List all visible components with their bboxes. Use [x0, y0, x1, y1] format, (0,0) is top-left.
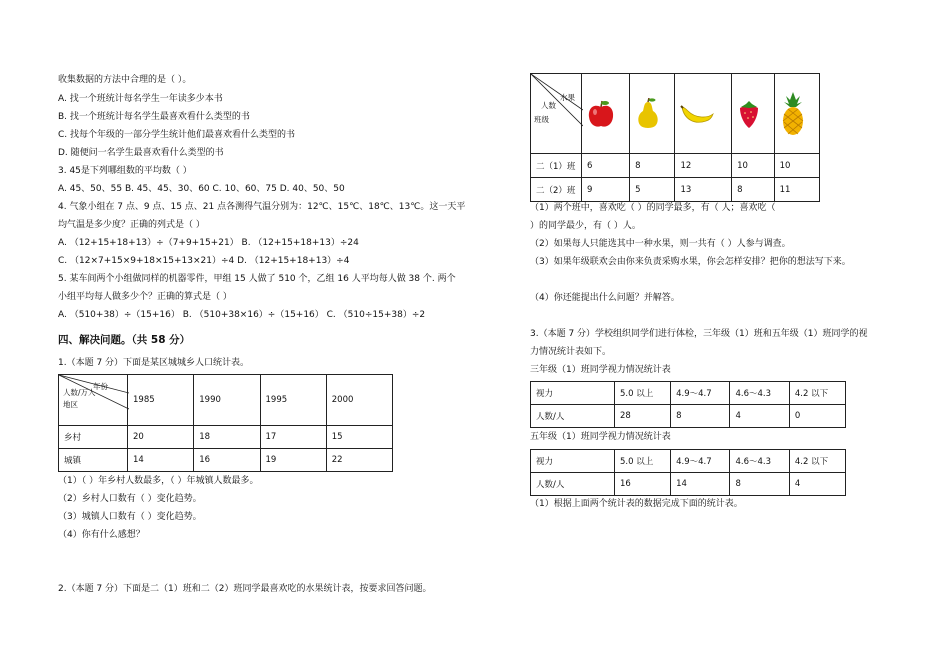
q2-sub-3: （3）如果年级联欢会由你来负责采购水果，你会怎样安排？把你的想法写下来。	[530, 257, 851, 267]
question-4-cont: 均气温是多少度？正确的列式是（ ）	[58, 220, 205, 230]
table-header: 4.9～4.7	[671, 450, 730, 473]
table-header: 5.0 以上	[615, 382, 671, 405]
table-header: 视力	[531, 450, 615, 473]
table5-title: 五年级（1）班同学视力情况统计表	[530, 432, 671, 442]
question-3-options: A. 45、50、55 B. 45、45、30、60 C. 10、60、75 D. 40、50、50	[58, 184, 345, 194]
q1-title: 1.（本题 7 分）下面是某区城城乡人口统计表。	[58, 358, 250, 368]
table-header: 4.2 以下	[789, 450, 845, 473]
table-cell: 9	[582, 178, 630, 202]
q1-sub-2: （2）乡村人口数有（ ）变化趋势。	[58, 494, 202, 504]
table-cell: 12	[675, 154, 732, 178]
diag-label-region: 地区	[63, 400, 78, 409]
q1-sub-4: （4）你有什么感想？	[58, 530, 145, 540]
year-header: 1985	[128, 375, 194, 426]
q3-title: 3.（本题 7 分）学校组织同学们进行体检，三年级（1）班和五年级（1）班同学的视	[530, 329, 868, 339]
table3-title: 三年级（1）班同学视力情况统计表	[530, 365, 671, 375]
year-header: 1995	[260, 375, 326, 426]
table-cell: 5	[630, 178, 675, 202]
row-label: 二（1）班	[531, 154, 582, 178]
table-row	[531, 178, 820, 202]
diagonal-header	[531, 74, 582, 154]
table-row	[59, 426, 393, 449]
table-cell: 10	[732, 154, 775, 178]
table-cell: 28	[615, 405, 671, 428]
table-cell: 4	[789, 473, 845, 496]
row-label: 城镇	[59, 449, 128, 472]
q1-sub-3: （3）城镇人口数有（ ）变化趋势。	[58, 512, 202, 522]
diagonal-header	[59, 375, 128, 426]
strawberry-icon	[732, 74, 775, 154]
diag-label-class: 班级	[534, 115, 549, 124]
table-cell: 11	[774, 178, 819, 202]
fruit-table	[530, 73, 820, 202]
table-cell: 8	[730, 473, 789, 496]
table-cell: 0	[789, 405, 845, 428]
question-5: 5. 某车间两个小组做同样的机器零件，甲组 15 人做了 510 个，乙组 16 人平均每人做 38 个. 两个	[58, 274, 456, 284]
question-5-options: A. （510+38）÷（15+16） B. （510+38×16）÷（15+16） C. （510÷15+38）÷2	[58, 310, 426, 320]
q2-sub-2: （2）如果每人只能选其中一种水果，则一共有（ ）人参与调查。	[530, 239, 791, 249]
table-row	[531, 405, 846, 428]
banana-icon	[675, 74, 732, 154]
q2-sub-4: （4）你还能提出什么问题？并解答。	[530, 293, 680, 303]
question-4: 4. 气象小组在 7 点、9 点、15 点、21 点各测得气温分别为：12℃、15℃、18℃、13℃。这一天平	[58, 202, 466, 212]
q3-title-cont: 力情况统计表如下。	[530, 347, 612, 357]
diag-label-year: 年份	[93, 382, 108, 391]
table-header: 4.6～4.3	[730, 450, 789, 473]
question-4-options-ab: A. （12+15+18+13）÷（7+9+15+21） B. （12+15+18+13）÷24	[58, 238, 359, 248]
table-cell: 8	[630, 154, 675, 178]
grade3-vision-table	[530, 381, 846, 428]
grade5-vision-table	[530, 449, 846, 496]
pineapple-icon	[774, 74, 819, 154]
table-header: 5.0 以上	[615, 450, 671, 473]
table-cell: 14	[128, 449, 194, 472]
pear-icon	[630, 74, 675, 154]
table-header: 4.9～4.7	[671, 382, 730, 405]
diag-label-fruit: 水果	[560, 93, 575, 102]
population-table	[58, 374, 393, 472]
q3-sub-1: （1）根据上面两个统计表的数据完成下面的统计表。	[530, 499, 743, 509]
question-stem: 收集数据的方法中合理的是（ ）。	[58, 75, 192, 85]
row-label: 二（2）班	[531, 178, 582, 202]
row-label: 人数/人	[531, 405, 615, 428]
year-header: 2000	[326, 375, 392, 426]
table-cell: 22	[326, 449, 392, 472]
table-header: 4.6～4.3	[730, 382, 789, 405]
row-label: 乡村	[59, 426, 128, 449]
diagonal-lines	[531, 74, 583, 154]
row-label: 人数/人	[531, 473, 615, 496]
table-cell: 8	[732, 178, 775, 202]
table-cell: 8	[671, 405, 730, 428]
question-3: 3. 45是下列哪组数的平均数（ ）	[58, 166, 192, 176]
table-cell: 17	[260, 426, 326, 449]
apple-icon	[582, 74, 630, 154]
table-header: 4.2 以下	[789, 382, 845, 405]
table-cell: 19	[260, 449, 326, 472]
year-header: 1990	[194, 375, 260, 426]
diag-label-count: 人数	[541, 101, 556, 110]
table-cell: 14	[671, 473, 730, 496]
table-row	[59, 449, 393, 472]
question-5-cont: 小组平均每人做多少个？正确的算式是（ ）	[58, 292, 232, 302]
option-a: A. 找一个班统计每名学生一年读多少本书	[58, 94, 223, 104]
option-d: D. 随便问一名学生最喜欢看什么类型的书	[58, 148, 224, 158]
table-cell: 16	[194, 449, 260, 472]
table-header: 视力	[531, 382, 615, 405]
diag-label-people: 人数/万人	[63, 388, 96, 397]
section-title: 四、解决问题。（共 58 分）	[58, 334, 191, 346]
table-cell: 6	[582, 154, 630, 178]
option-c: C. 找每个年级的一部分学生统计他们最喜欢看什么类型的书	[58, 130, 296, 140]
q1-sub-1: （1）（ ）年乡村人数最多，（ ）年城镇人数最多。	[58, 476, 259, 486]
table-cell: 15	[326, 426, 392, 449]
table-cell: 13	[675, 178, 732, 202]
table-cell: 4	[730, 405, 789, 428]
question-4-options-cd: C. （12×7+15×9+18×15+13×21）÷4 D. （12+15+18+13）÷4	[58, 256, 350, 266]
table-cell: 10	[774, 154, 819, 178]
q2-sub-1-cont: ）的同学最少，有（ ）人。	[530, 221, 641, 231]
table-cell: 20	[128, 426, 194, 449]
option-b: B. 找一个班统计每名学生最喜欢看什么类型的书	[58, 112, 250, 122]
q2-sub-1: （1）两个班中，喜欢吃（ ）的同学最多，有（ 人；喜欢吃（	[530, 203, 776, 213]
table-row	[531, 154, 820, 178]
table-row	[531, 473, 846, 496]
table-cell: 16	[615, 473, 671, 496]
q2-title: 2.（本题 7 分）下面是二（1）班和二（2）班同学最喜欢吃的水果统计表，按要求回答问题。	[58, 584, 432, 594]
table-cell: 18	[194, 426, 260, 449]
